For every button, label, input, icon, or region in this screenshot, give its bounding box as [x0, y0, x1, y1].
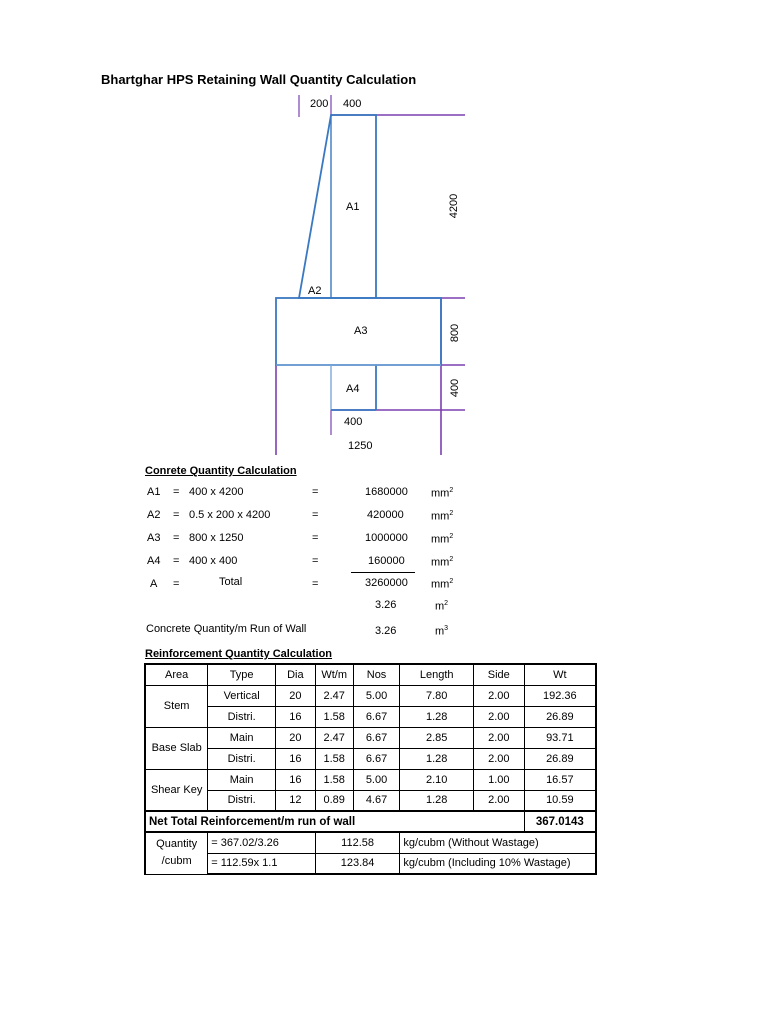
concrete-per-m-label: Concrete Quantity/m Run of Wall [146, 623, 307, 635]
area-value: 1680000 [365, 486, 408, 498]
total-m2-unit [435, 600, 448, 613]
page-title: Bhartghar HPS Retaining Wall Quantity Calculation [101, 72, 417, 87]
unit-power: 2 [449, 510, 454, 517]
table-row [145, 706, 596, 727]
header-cell: Area [145, 664, 208, 685]
area-expression: 400 x 4200 [189, 486, 244, 498]
area-value: 160000 [368, 555, 405, 567]
wt-cell: 16.57 [524, 769, 596, 790]
concrete-per-m-value: 3.26 [375, 625, 397, 637]
table-row [145, 748, 596, 769]
total-row [145, 811, 596, 832]
table-row [145, 685, 596, 706]
equals-sign: = [312, 532, 319, 544]
equals-sign: = [312, 486, 319, 498]
type-cell: Distri. [208, 790, 276, 811]
header-cell: Dia [275, 664, 315, 685]
label-a3: A3 [354, 325, 368, 337]
table-row [145, 727, 596, 748]
area-value: 1000000 [365, 532, 408, 544]
nos-cell: 5.00 [353, 685, 400, 706]
table-row [145, 790, 596, 811]
length-cell: 1.28 [400, 706, 474, 727]
area-unit [431, 556, 453, 569]
total-label: Net Total Reinforcement/m run of wall [145, 811, 524, 832]
dim-4200: 4200 [448, 193, 461, 219]
dim-400-top: 400 [343, 98, 362, 110]
quantity-label-line2: /cubm [161, 855, 192, 868]
side-cell: 2.00 [473, 706, 524, 727]
equals-sign: = [173, 509, 180, 521]
unit-power: 2 [449, 487, 454, 494]
side-cell: 2.00 [473, 727, 524, 748]
wtm-cell: 1.58 [315, 748, 353, 769]
stem-tapered [299, 115, 376, 298]
wtm-cell: 1.58 [315, 769, 353, 790]
area-value: 420000 [367, 509, 404, 521]
quantity-note: kg/cubm (Without Wastage) [400, 832, 596, 853]
dia-cell: 12 [275, 790, 315, 811]
reinforcement-heading: Reinforcement Quantity Calculation [145, 648, 333, 660]
side-cell: 2.00 [473, 748, 524, 769]
header-cell: Nos [353, 664, 400, 685]
wtm-cell: 1.58 [315, 706, 353, 727]
area-name: A3 [147, 532, 161, 544]
unit-power: 2 [449, 533, 454, 540]
header-cell: Wt [524, 664, 596, 685]
dim-200: 200 [310, 98, 329, 110]
unit-power: 3 [444, 625, 449, 632]
quantity-note: kg/cubm (Including 10% Wastage) [400, 853, 596, 874]
length-cell: 2.85 [400, 727, 474, 748]
unit-text: mm [431, 487, 450, 500]
unit-text: mm [431, 510, 450, 523]
wt-cell: 10.59 [524, 790, 596, 811]
nos-cell: 6.67 [353, 706, 400, 727]
concrete-per-m-unit [435, 625, 448, 638]
wt-cell: 26.89 [524, 706, 596, 727]
dia-cell: 16 [275, 748, 315, 769]
unit-power: 2 [444, 600, 449, 607]
label-a2: A2 [308, 285, 322, 297]
area-expression: 0.5 x 200 x 4200 [189, 509, 271, 521]
area-cell: Base Slab [145, 727, 208, 769]
equals-sign: = [312, 578, 319, 590]
label-a1: A1 [346, 201, 360, 213]
nos-cell: 4.67 [353, 790, 400, 811]
sum-underline [351, 572, 415, 573]
area-name: A4 [147, 555, 161, 567]
equals-sign: = [173, 486, 180, 498]
area-name: A2 [147, 509, 161, 521]
equals-sign: = [312, 555, 319, 567]
header-cell: Wt/m [315, 664, 353, 685]
area-expression: 800 x 1250 [189, 532, 244, 544]
unit-text: mm [431, 533, 450, 546]
length-cell: 1.28 [400, 748, 474, 769]
concrete-heading: Conrete Quantity Calculation [145, 465, 297, 477]
header-cell: Side [473, 664, 524, 685]
length-cell: 2.10 [400, 769, 474, 790]
length-cell: 7.80 [400, 685, 474, 706]
dim-1250: 1250 [348, 440, 373, 452]
wt-cell: 26.89 [524, 748, 596, 769]
area-expression: 400 x 400 [189, 555, 238, 567]
quantity-expression: = 112.59x 1.1 [208, 853, 315, 874]
side-cell: 2.00 [473, 685, 524, 706]
area-unit [431, 533, 453, 546]
wt-cell: 93.71 [524, 727, 596, 748]
header-cell: Type [208, 664, 276, 685]
type-cell: Distri. [208, 706, 276, 727]
nos-cell: 6.67 [353, 748, 400, 769]
unit-power: 2 [449, 578, 454, 585]
dim-400-side: 400 [449, 378, 462, 398]
wtm-cell: 0.89 [315, 790, 353, 811]
side-cell: 2.00 [473, 790, 524, 811]
type-cell: Main [208, 769, 276, 790]
total-value: 367.0143 [524, 811, 596, 832]
quantity-row [145, 853, 596, 874]
area-unit [431, 578, 453, 591]
quantity-value: 112.58 [315, 832, 400, 853]
dim-800: 800 [449, 323, 462, 343]
unit-text: mm [431, 556, 450, 569]
unit-text: m [435, 600, 445, 613]
quantity-label [145, 832, 208, 874]
unit-power: 2 [449, 556, 454, 563]
area-expression: Total [219, 576, 243, 588]
equals-sign: = [173, 578, 180, 590]
nos-cell: 5.00 [353, 769, 400, 790]
area-name: A1 [147, 486, 161, 498]
quantity-label-line1: Quantity [156, 837, 198, 850]
quantity-value: 123.84 [315, 853, 400, 874]
unit-text: mm [431, 578, 450, 591]
equals-sign: = [312, 509, 319, 521]
header-row [145, 664, 596, 685]
quantity-expression: = 367.02/3.26 [208, 832, 315, 853]
equals-sign: = [173, 555, 180, 567]
length-cell: 1.28 [400, 790, 474, 811]
area-name: A [150, 578, 158, 590]
unit-text: m [435, 625, 445, 638]
side-cell: 1.00 [473, 769, 524, 790]
dia-cell: 16 [275, 769, 315, 790]
dim-400-bottom: 400 [344, 416, 363, 428]
quantity-row [145, 832, 596, 853]
type-cell: Vertical [208, 685, 276, 706]
table-row [145, 769, 596, 790]
type-cell: Distri. [208, 748, 276, 769]
label-a4: A4 [346, 383, 360, 395]
reinforcement-table [144, 663, 597, 875]
type-cell: Main [208, 727, 276, 748]
dia-cell: 20 [275, 685, 315, 706]
wtm-cell: 2.47 [315, 685, 353, 706]
wt-cell: 192.36 [524, 685, 596, 706]
area-value: 3260000 [365, 577, 408, 589]
total-m2-value: 3.26 [375, 599, 397, 611]
retaining-wall-diagram [0, 0, 768, 460]
dia-cell: 16 [275, 706, 315, 727]
header-cell: Length [400, 664, 474, 685]
area-cell: Shear Key [145, 769, 208, 811]
wtm-cell: 2.47 [315, 727, 353, 748]
area-cell: Stem [145, 685, 208, 727]
equals-sign: = [173, 532, 180, 544]
dia-cell: 20 [275, 727, 315, 748]
nos-cell: 6.67 [353, 727, 400, 748]
area-unit [431, 487, 453, 500]
area-unit [431, 510, 453, 523]
